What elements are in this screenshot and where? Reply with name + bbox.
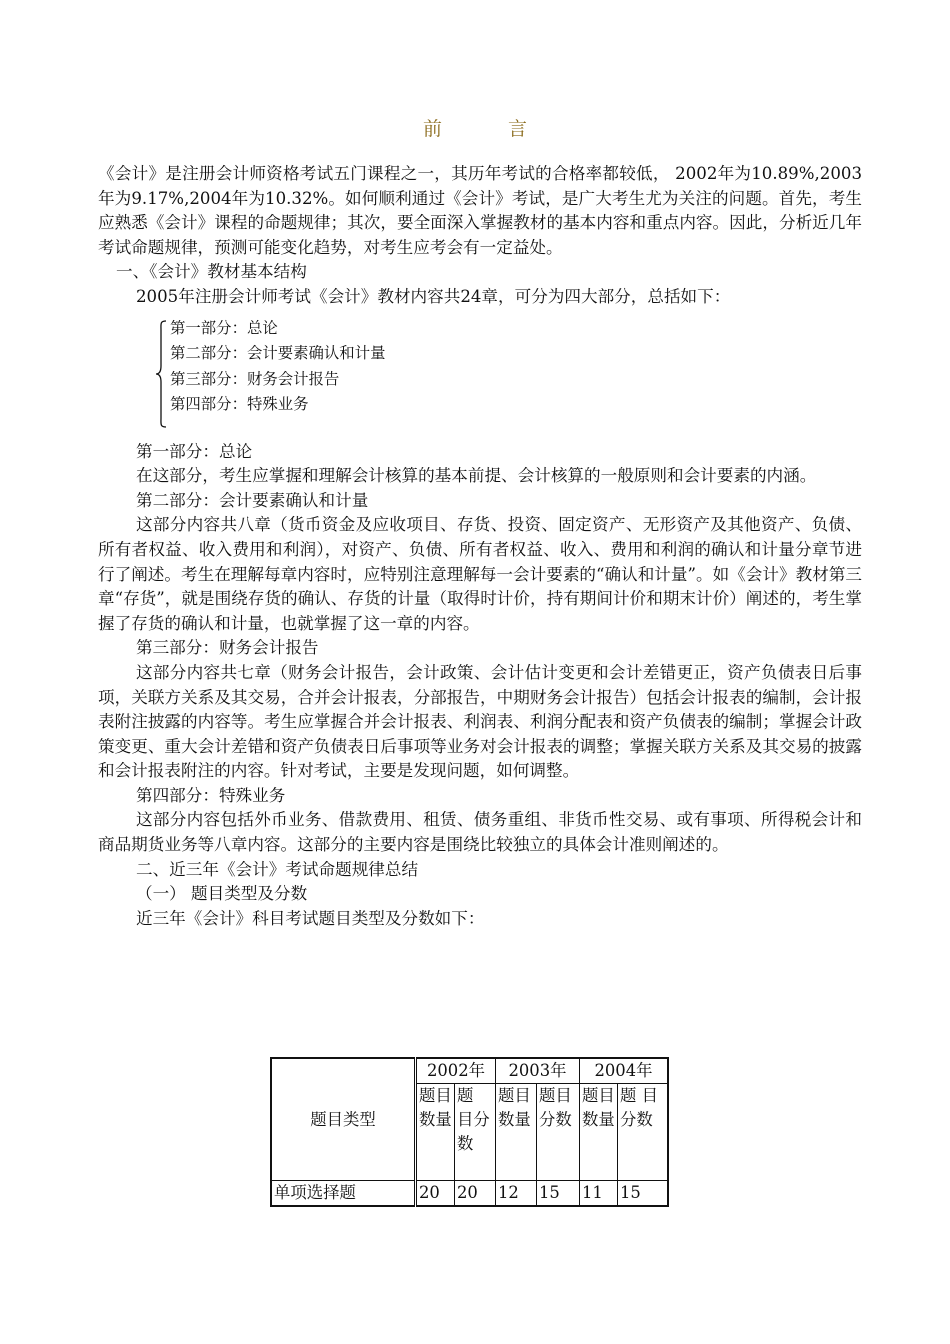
- question-types-table: [270, 1057, 669, 1207]
- subheader-cell: 题目分数: [537, 1084, 580, 1181]
- subheader-cell: 题 目分数: [618, 1084, 669, 1181]
- table-row: [271, 1181, 668, 1207]
- part1-heading: 第一部分：总论: [136, 441, 253, 461]
- section2-subheading: （一） 题目类型及分数: [136, 884, 308, 904]
- type-header-cell: 题目类型: [271, 1058, 416, 1181]
- subheader-cell: 题目数量: [416, 1084, 455, 1181]
- part3-heading: 第三部分：财务会计报告: [136, 638, 319, 658]
- year-header-cell: 2002年: [416, 1058, 496, 1084]
- section2-intro: 近三年《会计》科目考试题目类型及分数如下：: [136, 908, 485, 928]
- section1-heading: 一、《会计》教材基本结构: [116, 262, 307, 282]
- parts-list-item: 第二部分：会计要素确认和计量: [170, 344, 386, 363]
- section1-intro: 2005年注册会计师考试《会计》教材内容共24章，可分为四大部分，总括如下：: [136, 286, 731, 306]
- part1-text: 在这部分，考生应掌握和理解会计核算的基本前提、会计核算的一般原则和会计要素的内涵。: [136, 466, 817, 486]
- value-cell: 15: [537, 1181, 580, 1207]
- value-cell: 12: [496, 1181, 537, 1207]
- subheader-cell: 题 目分数: [455, 1084, 496, 1181]
- table-header-row: [271, 1058, 668, 1084]
- parts-list-item: 第四部分：特殊业务: [170, 395, 309, 414]
- parts-list-item: 第一部分：总论: [170, 318, 278, 337]
- section2-heading: 二、近三年《会计》考试命题规律总结: [136, 859, 419, 879]
- part4-heading: 第四部分：特殊业务: [136, 785, 286, 805]
- year-header-cell: 2004年: [580, 1058, 669, 1084]
- parts-list: [170, 316, 385, 418]
- value-cell: 20: [416, 1181, 455, 1207]
- parts-outline: [98, 316, 862, 434]
- parts-list-item: 第三部分：财务会计报告: [170, 369, 340, 388]
- type-cell: 单项选择题: [271, 1181, 416, 1207]
- subheader-cell: 题目数量: [496, 1084, 537, 1181]
- part2-heading: 第二部分：会计要素确认和计量: [136, 490, 369, 510]
- value-cell: 20: [455, 1181, 496, 1207]
- part3-text: 这部分内容共七章（财务会计报告，会计政策、会计估计变更和会计差错更正，资产负债表日后事项，关联方关系及其交易，合并会计报表，分部报告，中期财务会计报告）包括会计报表的编制，会计报表附注披露的内容等。考生应掌握合并会计报表、利润表、利润分配表和资产负债表的编制；掌握会计政策变更、重大会计差错和资产负债表日后事项等业务对会计报表的调整；掌握关联方关系及其交易的披露和会计报表附注的内容。针对考试，主要是发现问题，如何调整。: [98, 662, 862, 781]
- intro-paragraph: 《会计》是注册会计师资格考试五门课程之一，其历年考试的合格率都较低， 2002年为10.89%,2003年为9.17%,2004年为10.32%。如何顺利通过《会计》考试，是广大考生尤为关注的问题。首先，考生应熟悉《会计》课程的命题规律；其次，要全面深入掌握教材的基本内容和重点内容。因此，分析近几年考试命题规律，预测可能变化趋势，对考生应考会有一定益处。: [98, 164, 862, 257]
- part2-text: 这部分内容共八章（货币资金及应收项目、存货、投资、固定资产、无形资产及其他资产、负债、所有者权益、收入费用和利润），对资产、负债、所有者权益、收入、费用和利润的确认和计量分章节进行了阐述。考生在理解每章内容时，应特别注意理解每一会计要素的“确认和计量”。如《会计》教材第三章“存货”，就是围绕存货的确认、存货的计量（取得时计价，持有期间计价和期末计价）阐述的，考生掌握了存货的确认和计量，也就掌握了这一章的内容。: [98, 515, 862, 633]
- part4-text: 这部分内容包括外币业务、借款费用、租赁、债务重组、非货币性交易、或有事项、所得税会计和商品期货业务等八章内容。这部分的主要内容是围绕比较独立的具体会计准则阐述的。: [98, 810, 862, 855]
- document-body: [98, 162, 862, 931]
- page-title: 前 言: [422, 118, 558, 140]
- value-cell: 11: [580, 1181, 618, 1207]
- subheader-cell: 题目数量: [580, 1084, 618, 1181]
- value-cell: 15: [618, 1181, 669, 1207]
- year-header-cell: 2003年: [496, 1058, 580, 1084]
- brace-icon: [155, 320, 167, 428]
